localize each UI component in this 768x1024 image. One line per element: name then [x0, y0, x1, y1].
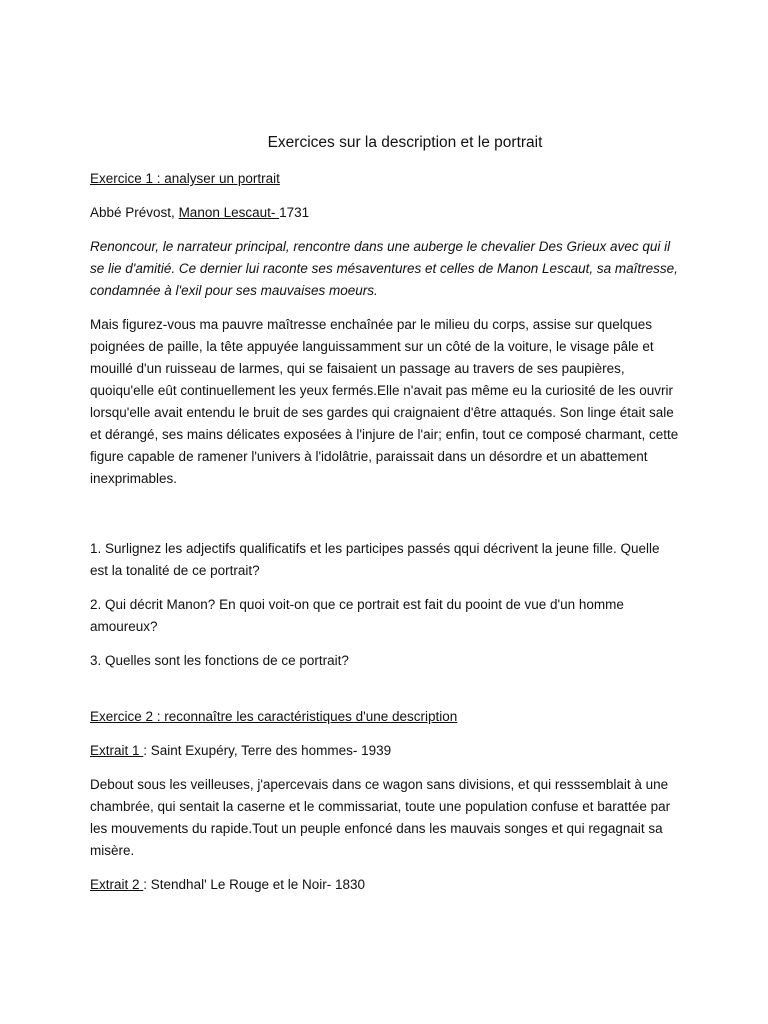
exercise2-heading-text: Exercice 2 : reconnaître les caractéristiques d'une description — [90, 709, 458, 724]
spacer — [90, 502, 680, 538]
source-year: 1731 — [279, 205, 310, 220]
extract1-label: Extrait 1 — [90, 743, 144, 758]
spacer — [90, 684, 680, 706]
exercise1-intro: Renoncour, le narrateur principal, rencontre dans une auberge le chevalier Des Grieux avec qui il se lie d'amitié. Ce dernier lui raconte ses mésaventures et celles de Manon Lescaut, sa maîtresse, condamnée à l'exil pour ses mauvaises moeurs. — [90, 239, 678, 298]
question-2: 2. Qui décrit Manon? En quoi voit-on que ce portrait est fait du pooint de vue d'un homme amoureux? — [90, 597, 624, 634]
extract2-source — [90, 874, 680, 896]
extract1-text: Debout sous les veilleuses, j'apercevais dans ce wagon sans divisions, et qui resssemblait à une chambrée, qui sentait la caserne et le commissariat, toute une population confuse et barattée par les mouvements du rapide.Tout un peuple enfoncé dans les mauvais songes et qui regagnait sa misère. — [90, 777, 671, 858]
extract2-label: Extrait 2 — [90, 877, 144, 892]
exercise2-heading — [90, 706, 680, 728]
document-title: Exercices sur la description et le portrait — [267, 134, 543, 151]
source-work: Manon Lescaut- — [178, 205, 280, 220]
exercise1-heading-text: Exercice 1 : analyser un portrait — [90, 171, 280, 186]
document-page — [90, 132, 680, 908]
source-author: Abbé Prévost, — [90, 205, 179, 220]
exercise1-heading — [90, 168, 680, 190]
extract2-source-text: : Stendhal' Le Rouge et le Noir- 1830 — [143, 877, 366, 892]
exercise1-excerpt: Mais figurez-vous ma pauvre maîtresse enchaînée par le milieu du corps, assise sur quelques poignées de paille, la tête appuyée languissamment sur un côté de la voiture, le visage pâle et mouillé d'un ruisseau de larmes, qui se faisaient un passage au travers de ses paupières, quoiqu'elle eût continuellement les yeux fermés.Elle n'avait pas même eu la curiosité de les ouvrir lorsqu'elle avait entendu le bruit de ses gardes qui craignaient d'être attaqués. Son linge était sale et dérangé, ses mains délicates exposées à l'injure de l'air; enfin, tout ce composé charmant, cette figure capable de ramener l'univers à l'idolâtrie, paraissait dans un désordre et un abattement inexprimables. — [90, 317, 679, 486]
exercise1-source — [90, 202, 680, 224]
extract1-source-text: : Saint Exupéry, Terre des hommes- 1939 — [143, 743, 392, 758]
question-3: 3. Quelles sont les fonctions de ce portrait? — [90, 653, 349, 668]
question-1: 1. Surlignez les adjectifs qualificatifs et les participes passés qqui décrivent la jeune fille. Quelle est la tonalité de ce portrait? — [90, 541, 660, 578]
extract1-source — [90, 740, 680, 762]
